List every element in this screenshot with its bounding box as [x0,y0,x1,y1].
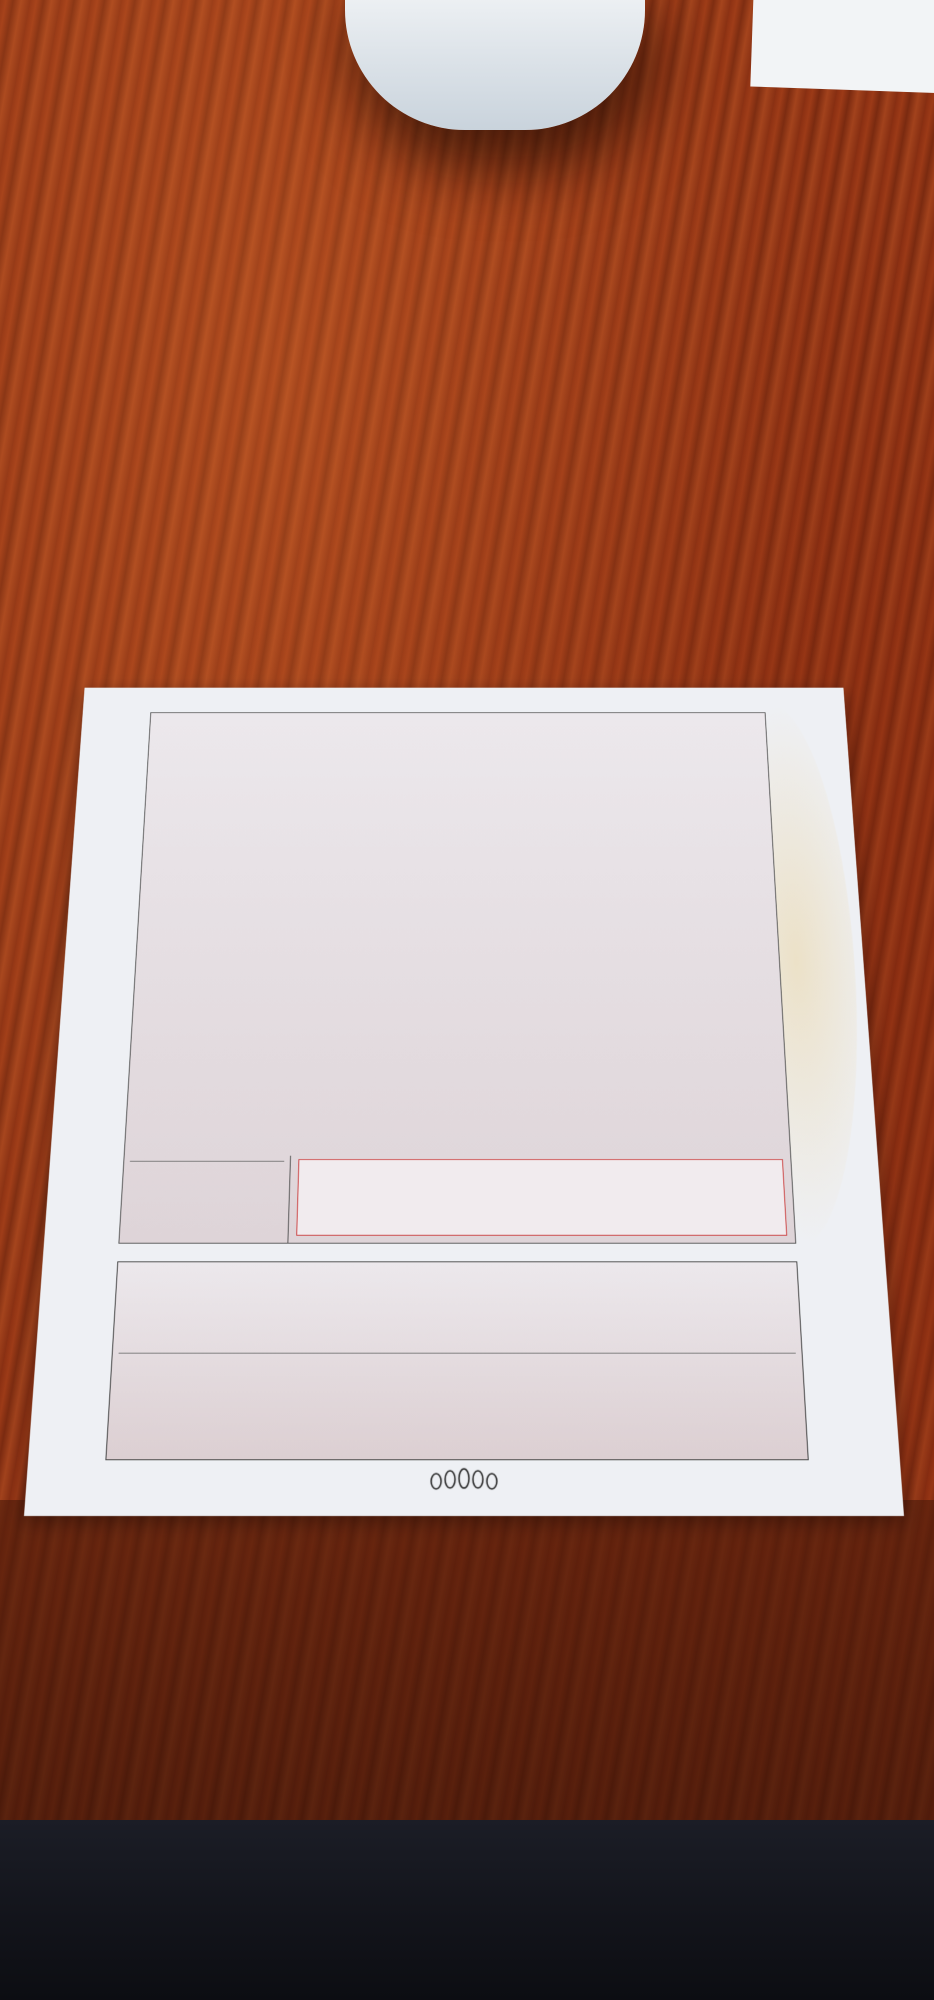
dinner-box [105,1261,808,1460]
plates-grid [125,713,791,1156]
bottom-row [119,1156,795,1243]
plate-17 [119,1156,291,1243]
menu-sheet [24,688,904,1516]
super-special-box [296,1159,787,1236]
corner-paper [750,0,934,93]
person-legs [0,1820,934,2000]
dinner-bottom-row [106,1354,807,1459]
dinner-top-row [119,1262,796,1353]
ornament-icon [424,1468,504,1497]
combination-plates-box [118,712,796,1243]
